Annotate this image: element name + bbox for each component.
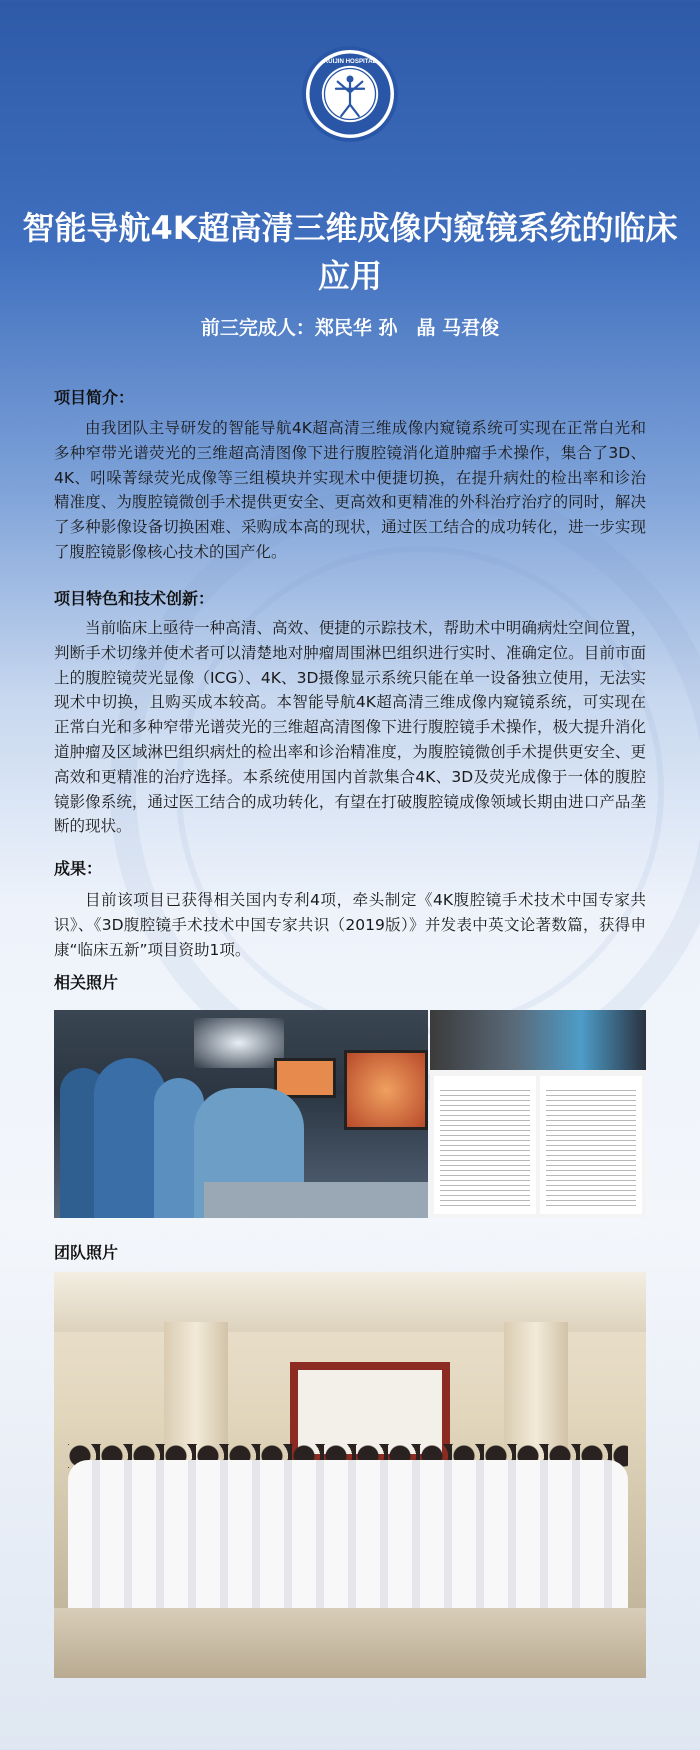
section-heading-innovation: 项目特色和技术创新： bbox=[54, 589, 215, 608]
section-body-results: 目前该项目已获得相关国内专利4项，牵头制定《4K腹腔镜手术技术中国专家共识》、《3D腹腔镜手术技术中国专家共识（2019版）》并发表中英文论著数篇，获得申康“临床五新”项目资助1项。 bbox=[54, 891, 646, 959]
section-heading-results: 成果： bbox=[54, 859, 103, 878]
section-body-intro: 由我团队主导研发的智能导航4K超高清三维成像内窥镜系统可实现在正常白光和多种窄带光谱荧光的三维超高清图像下进行腹腔镜消化道肿瘤手术操作，集合了3D、4K、吲哚菁绿荧光成像等三组模块并实现术中便捷切换，在提升病灶的检出率和诊治精准度、为腹腔镜微创手术提供更安全、更高效和更精准的外科治疗治疗的同时，解决了多种影像设备切换困难、采购成本高的现状，通过医工结合的成功转化，进一步实现了腹腔镜影像核心技术的国产化。 bbox=[54, 419, 646, 561]
surgery-photo bbox=[54, 1010, 428, 1218]
section-heading-team: 团队照片 bbox=[54, 1243, 119, 1262]
section-body-innovation: 当前临床上亟待一种高清、高效、便捷的示踪技术，帮助术中明确病灶空间位置，判断手术切缘并使术者可以清楚地对肿瘤周围淋巴组织进行实时、准确定位。目前市面上的腹腔镜荧光显像（ICG）、4K、3D摄像显示系统只能在单一设备独立使用，无法实现术中切换，且购买成本较高。本智能导航4K超高清三维成像内窥镜系统，可实现在正常白光和多种窄带光谱荧光的三维超高清图像下进行腹腔镜手术操作，极大提升消化道肿瘤及区域淋巴组织病灶的检出率和诊治精准度，为腹腔镜微创手术提供更安全、更高效和更精准的治疗选择。本系统使用国内首款集合4K、3D及荧光成像于一体的腹腔镜影像系统，通过医工结合的成功转化，有望在打破腹腔镜成像领域长期由进口产品垄断的现状。 bbox=[54, 619, 646, 836]
authors-line: 前三完成人：郑民华 孙 晶 马君俊 bbox=[200, 317, 500, 339]
section-heading-photos: 相关照片 bbox=[54, 973, 119, 992]
logo-text: RUIJIN HOSPITAL bbox=[323, 58, 377, 66]
ruijin-hospital-seal-icon bbox=[306, 50, 394, 138]
section-heading-intro: 项目简介： bbox=[54, 388, 135, 407]
hospital-logo bbox=[302, 46, 398, 142]
publications-photo bbox=[430, 1010, 646, 1218]
team-photo bbox=[54, 1272, 646, 1678]
page-title: 智能导航4K超高清三维成像内窥镜系统的临床应用 bbox=[22, 209, 678, 295]
